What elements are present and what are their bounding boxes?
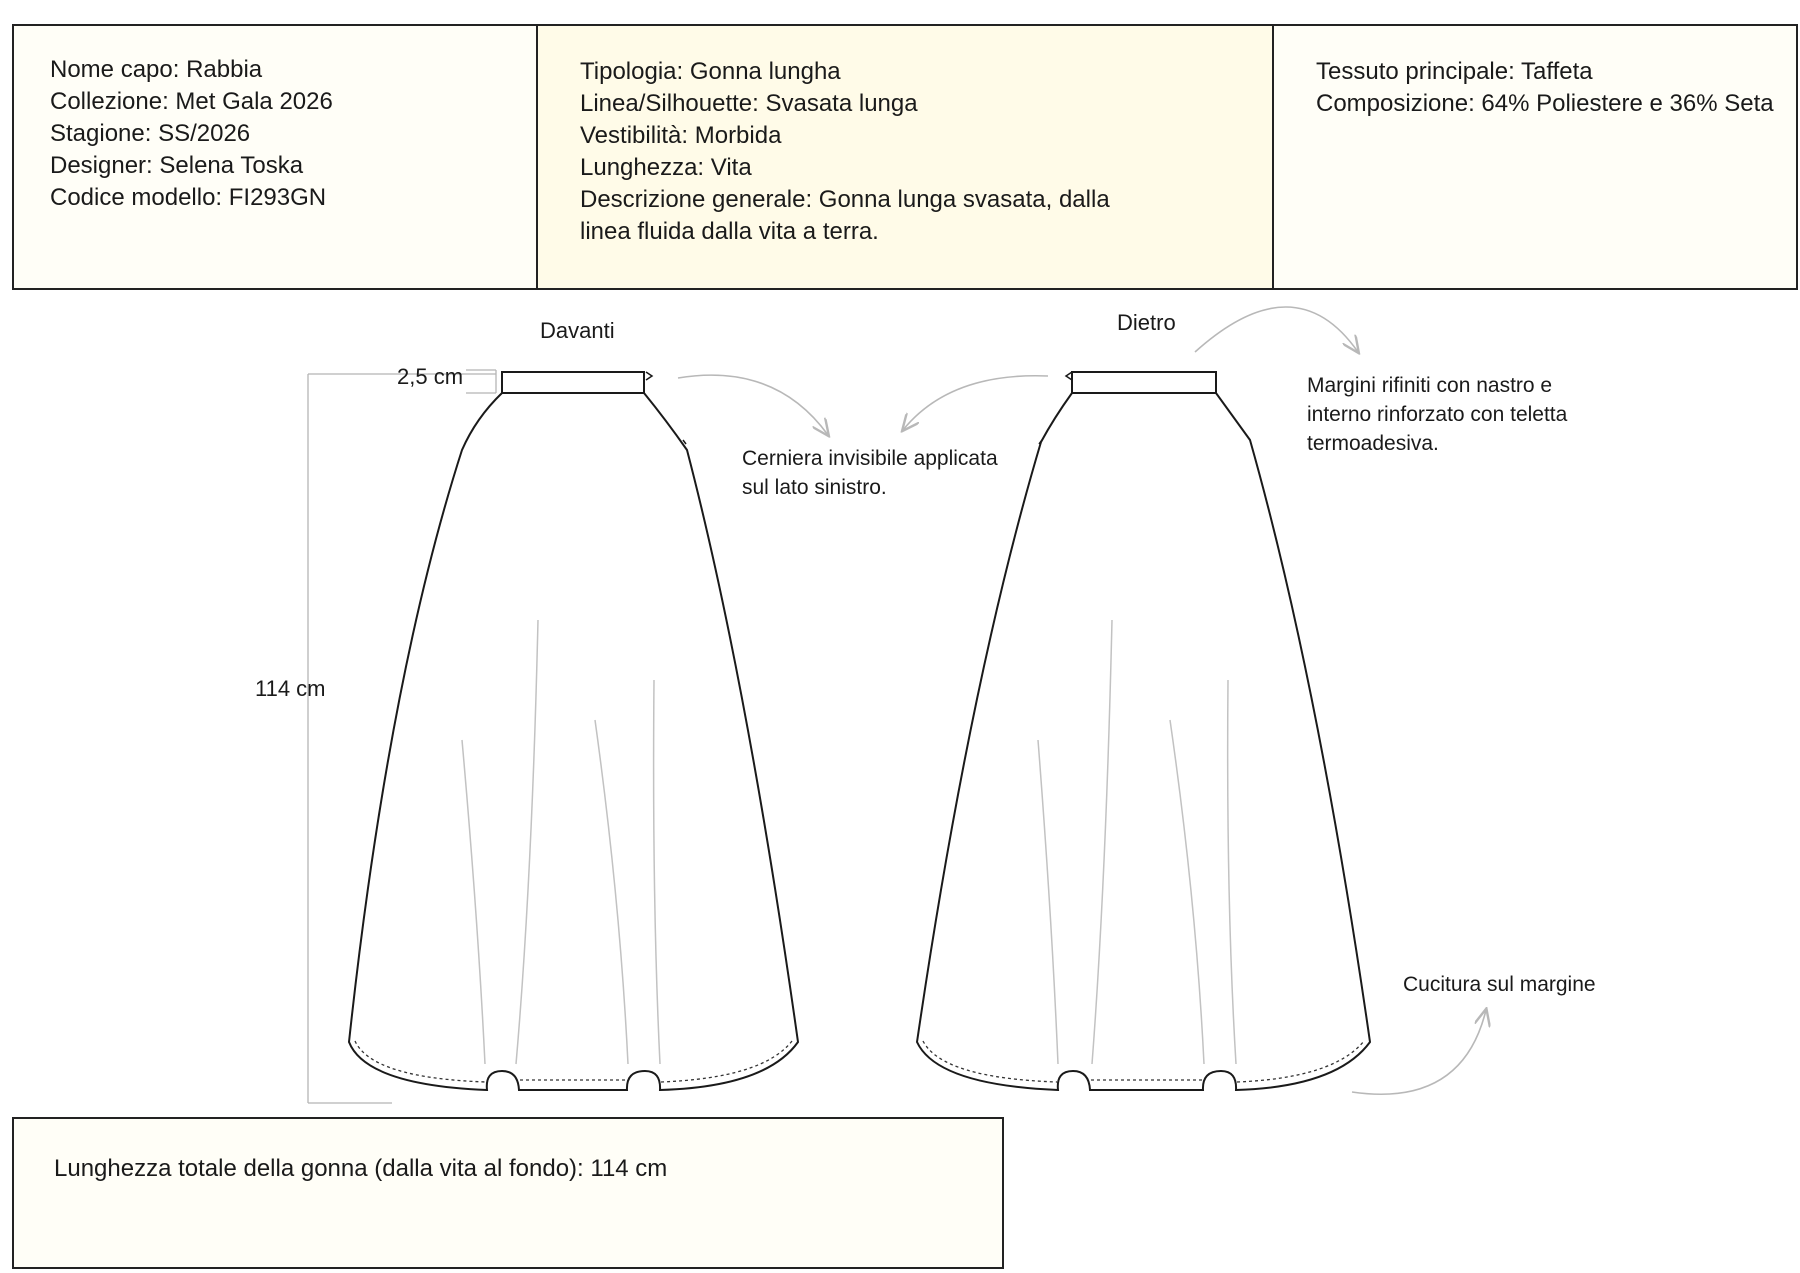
- nome-capo: Nome capo: Rabbia: [50, 56, 263, 83]
- collezione: Collezione: Met Gala 2026: [50, 88, 333, 115]
- front-view-label: Davanti: [540, 318, 615, 343]
- lunghezza: Lunghezza: Vita: [580, 154, 752, 181]
- zipper-arrow-back: [903, 376, 1048, 430]
- front-skirt-outline: [349, 393, 798, 1090]
- back-view-label: Dietro: [1117, 310, 1176, 335]
- waistband-height-label: 2,5 cm: [397, 364, 464, 389]
- zipper-arrow-front: [678, 375, 828, 435]
- total-length-box: [12, 1117, 1004, 1269]
- front-waistband: [502, 372, 644, 393]
- descrizione-generale: Descrizione generale: Gonna lunga svasata, dalla linea fluida dalla vita a terra.: [580, 186, 1110, 245]
- tessuto-principale: Tessuto principale: Taffeta: [1316, 58, 1593, 85]
- finish-arrow: [1195, 307, 1358, 352]
- back-waistband: [1072, 372, 1216, 393]
- front-skirt: [349, 372, 798, 1090]
- total-length-text: Lunghezza totale della gonna (dalla vita al fondo): 114 cm: [54, 1155, 668, 1182]
- tipologia: Tipologia: Gonna lungha: [580, 58, 841, 85]
- hem-annotation: Cucitura sul margine: [1403, 973, 1596, 996]
- linea-silhouette: Linea/Silhouette: Svasata lunga: [580, 90, 918, 117]
- finish-annotation: Margini rifiniti con nastro e interno rinforzato con teletta termoadesiva.: [1307, 374, 1568, 455]
- designer: Designer: Selena Toska: [50, 152, 304, 179]
- zipper-annotation: Cerniera invisibile applicata sul lato sinistro.: [742, 447, 998, 499]
- codice-modello: Codice modello: FI293GN: [50, 184, 327, 211]
- hem-arrow: [1352, 1010, 1486, 1094]
- composizione: Composizione: 64% Poliestere e 36% Seta: [1316, 90, 1774, 117]
- length-measure-label: 114 cm: [255, 676, 326, 701]
- stagione: Stagione: SS/2026: [50, 120, 251, 147]
- vestibilita: Vestibilità: Morbida: [580, 122, 782, 149]
